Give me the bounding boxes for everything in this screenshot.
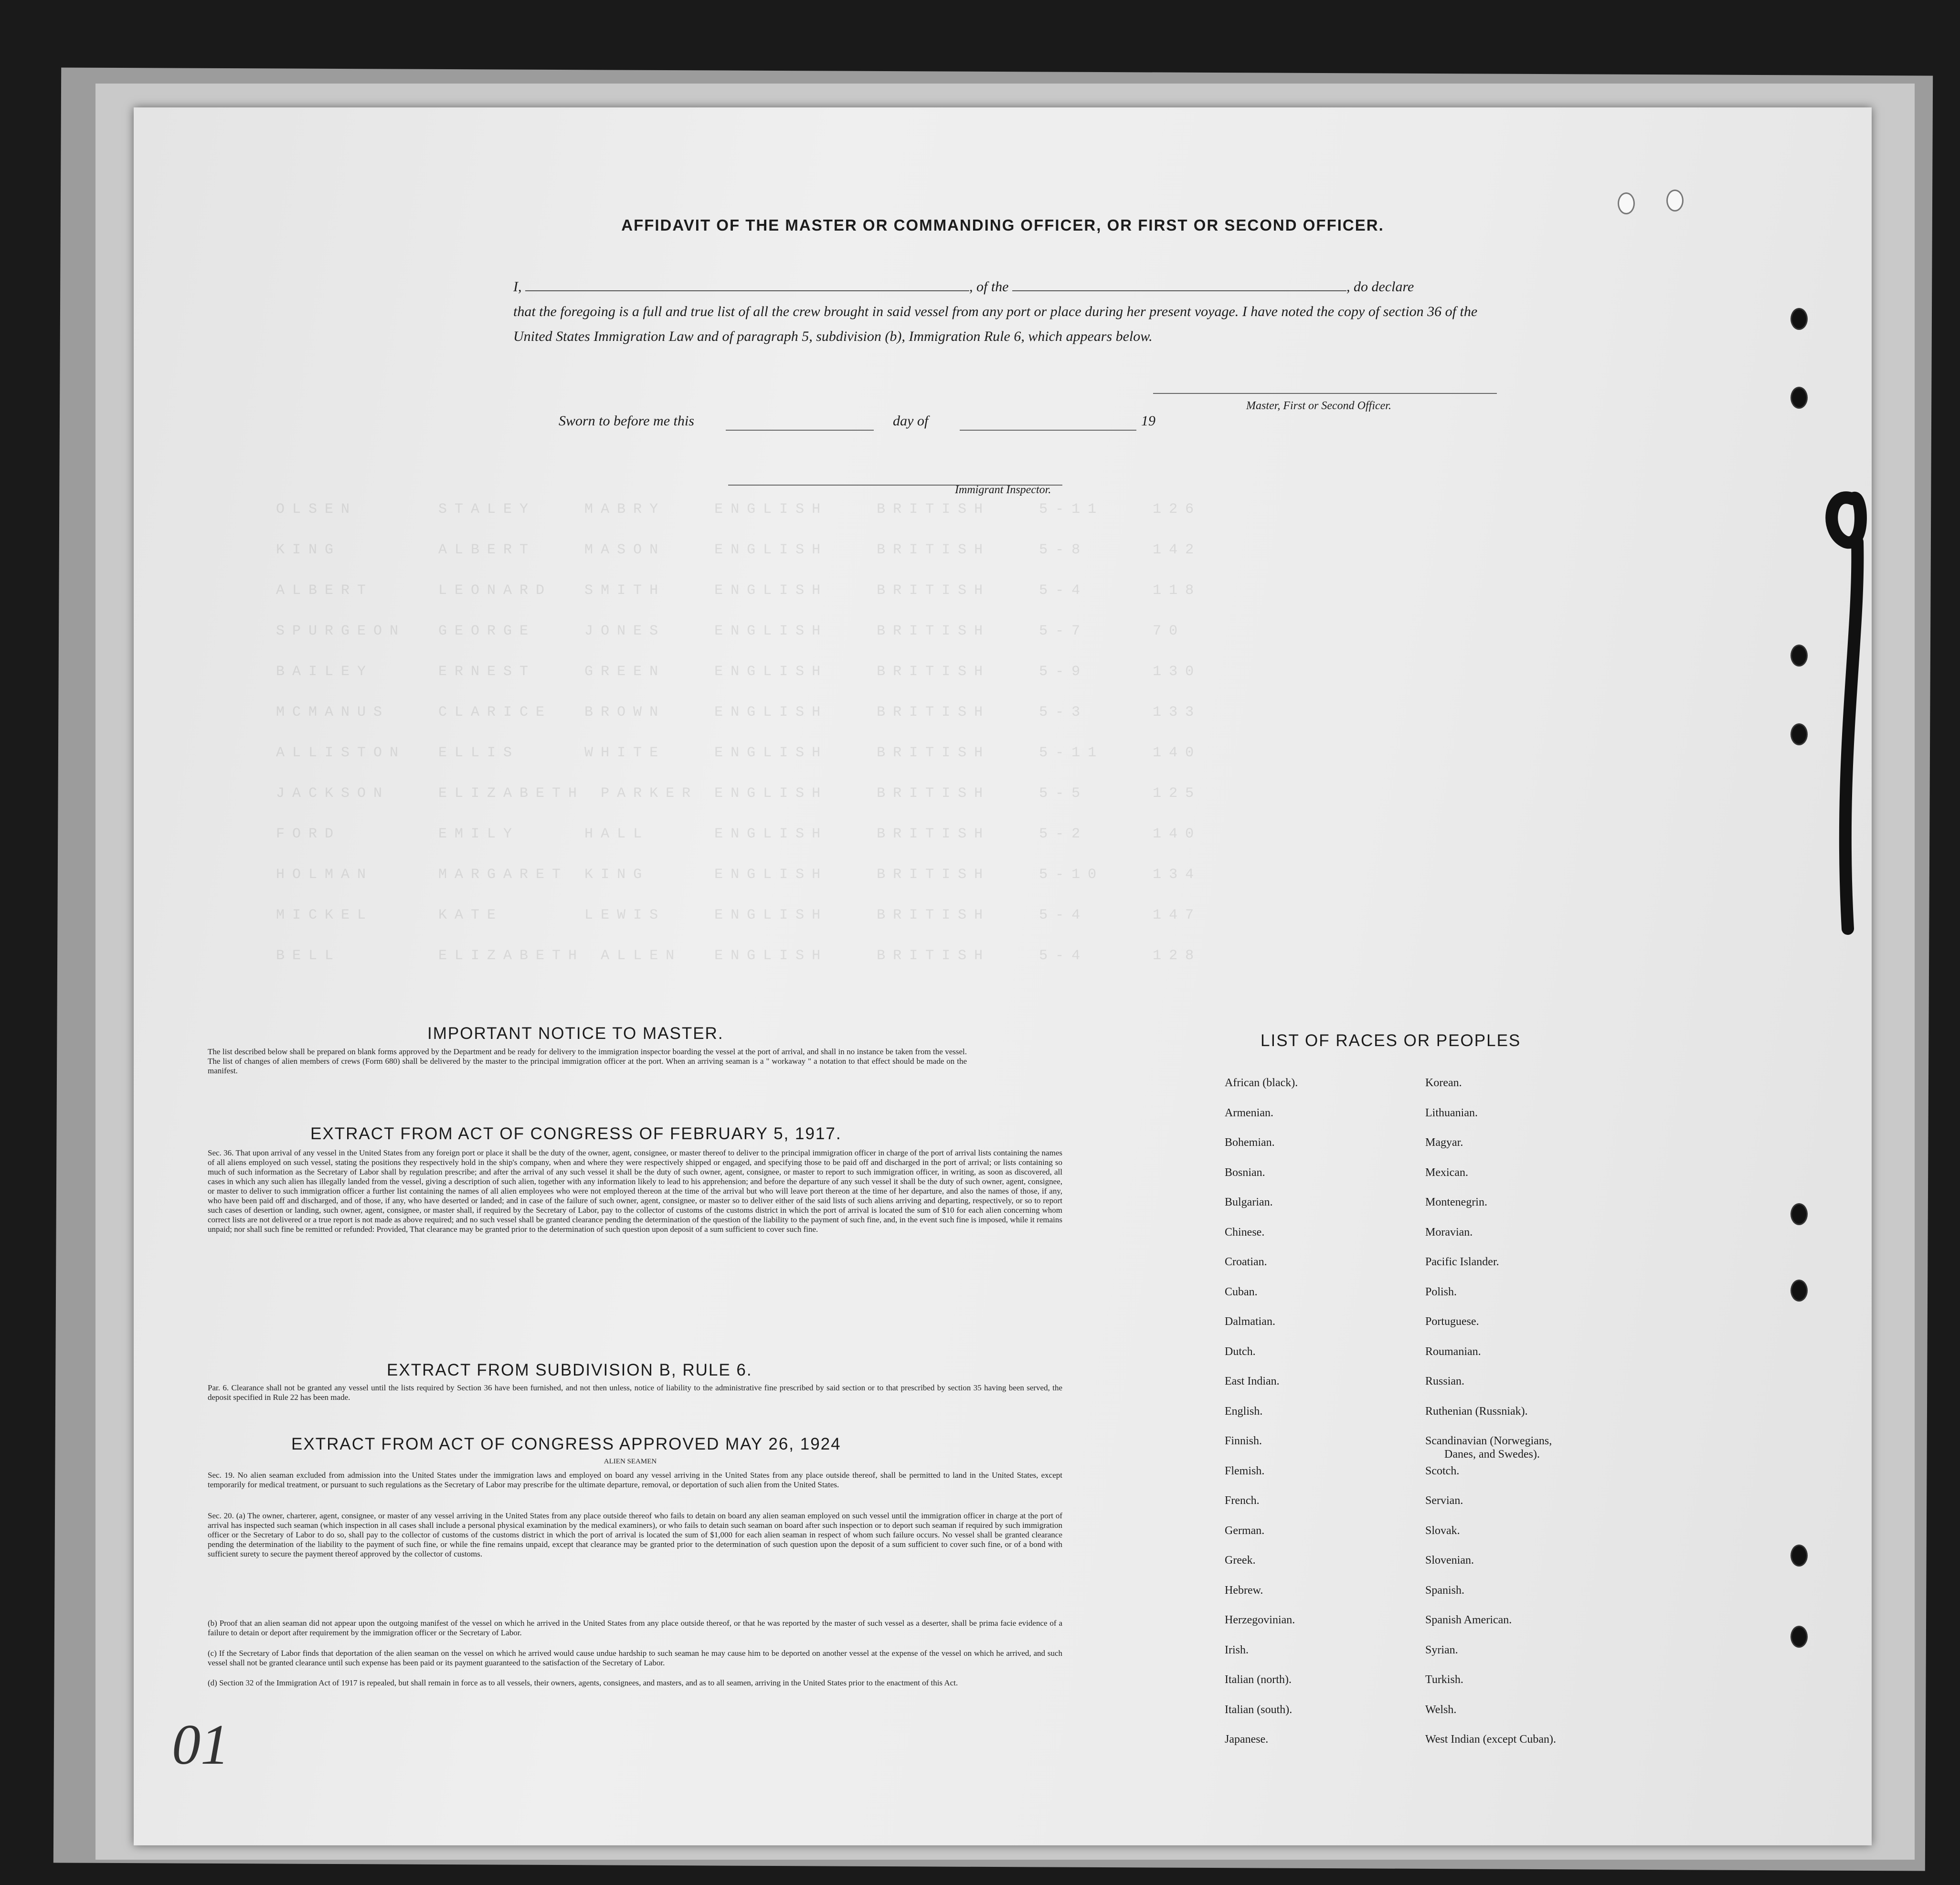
sworn-month-blank[interactable]: [960, 430, 1136, 431]
race-item: Spanish.: [1425, 1584, 1465, 1597]
race-item: Chinese.: [1225, 1226, 1265, 1239]
race-item: English.: [1225, 1405, 1263, 1418]
vessel-name-blank[interactable]: [1012, 279, 1346, 291]
affidavit-title: AFFIDAVIT OF THE MASTER OR COMMANDING OFFICER, OR FIRST OR SECOND OFFICER.: [621, 216, 1384, 234]
affidavit-declare-label: , do declare: [1346, 279, 1414, 295]
extract-rule6-title: EXTRACT FROM SUBDIVISION B, RULE 6.: [387, 1361, 752, 1379]
extract-1924-sec19: Sec. 19. No alien seaman excluded from admission into the United States under the immigration laws and employed on board any vessel arriving in the United States from any place outside thereof, shall be permitted to land in the United States, except temporarily for medical treatment, or pursuant to such regulations as the Secretary of Labor may prescribe for the ultimate departure, removal, or deportation of such alien from the United States.: [208, 1471, 1062, 1489]
race-item: Finnish.: [1225, 1435, 1262, 1447]
race-item: Servian.: [1425, 1494, 1463, 1507]
sworn-day-blank[interactable]: [726, 430, 874, 431]
race-item: Hebrew.: [1225, 1584, 1263, 1597]
race-item: Moravian.: [1425, 1226, 1473, 1239]
affidavit-body: [513, 275, 1492, 349]
master-signature-line[interactable]: [1153, 393, 1497, 394]
race-item: Dalmatian.: [1225, 1315, 1275, 1328]
race-item: Bosnian.: [1225, 1166, 1265, 1179]
punch-hole: [1790, 1626, 1808, 1648]
race-item: Japanese.: [1225, 1733, 1269, 1746]
punch-hole: [1790, 1203, 1808, 1225]
races-title: LIST OF RACES OR PEOPLES: [1261, 1031, 1521, 1050]
extract-1924-subtitle: ALIEN SEAMEN: [604, 1458, 657, 1465]
race-item: West Indian (except Cuban).: [1425, 1733, 1556, 1746]
race-item: Magyar.: [1425, 1136, 1463, 1149]
affidavit-declaration-line: [513, 275, 1492, 299]
race-item: Armenian.: [1225, 1106, 1273, 1119]
punch-hole: [1790, 308, 1808, 330]
race-item: Italian (south).: [1225, 1703, 1293, 1716]
race-item: Flemish.: [1225, 1464, 1265, 1477]
punch-hole: [1790, 645, 1808, 667]
affidavit-statement: that the foregoing is a full and true list of all the crew brought in said vessel from any port or place during her present voyage. I have noted the copy of section 36 of the United States Immigration Law and of paragraph 5, subdivision (b), Immigration Rule 6, which appears below.: [513, 304, 1478, 344]
race-item: German.: [1225, 1524, 1265, 1537]
extract-1924-sec20b: (b) Proof that an alien seaman did not appear upon the outgoing manifest of the vessel on which he arrived in the United States from any place outside thereof, or that he was reported by the master of such vessel as a deserter, shall be prima facie evidence of a failure to detain or deport after requirement by the immigration officer or the Secretary of Labor.: [208, 1619, 1062, 1637]
race-item: Welsh.: [1425, 1703, 1457, 1716]
race-item: Irish.: [1225, 1643, 1249, 1656]
race-item: Croatian.: [1225, 1256, 1267, 1268]
race-item: Bohemian.: [1225, 1136, 1275, 1149]
sworn-year: 19: [1141, 413, 1155, 429]
punch-hole: [1666, 190, 1684, 212]
race-item: Slovenian.: [1425, 1554, 1474, 1567]
race-item: Herzegovinian.: [1225, 1614, 1295, 1626]
race-item: Spanish American.: [1425, 1614, 1512, 1626]
race-item: Russian.: [1425, 1375, 1465, 1387]
race-item: Polish.: [1425, 1285, 1457, 1298]
race-item: Roumanian.: [1425, 1345, 1481, 1358]
day-of-label: day of: [893, 413, 929, 429]
notice-text: The list described below shall be prepared on blank forms approved by the Department and be ready for delivery to the immigration inspector boarding the vessel at the port of arrival, and shall in no instance be taken from the vessel. The list of changes of alien members of crews (Form 680) shall be delivered by the master to the principal immigration officer at the port. When an arriving seaman is a " workaway " a notation to that effect should be made on the manifest.: [208, 1047, 967, 1075]
punch-hole: [1790, 723, 1808, 745]
race-item: Pacific Islander.: [1425, 1256, 1499, 1268]
punch-hole: [1790, 1280, 1808, 1302]
race-item: Cuban.: [1225, 1285, 1258, 1298]
form-page: [134, 107, 1872, 1845]
race-item: Slovak.: [1425, 1524, 1460, 1537]
race-item: Turkish.: [1425, 1673, 1463, 1686]
race-item: Scotch.: [1425, 1464, 1460, 1477]
inspector-signature-label: Immigrant Inspector.: [955, 484, 1051, 496]
handwritten-nine-mark: [1819, 470, 1872, 938]
notice-title: IMPORTANT NOTICE TO MASTER.: [427, 1024, 724, 1043]
extract-1924-sec20c: (c) If the Secretary of Labor finds that deportation of the alien seaman on the vessel on which he arrived would cause undue hardship to such seaman he may cause him to be deported on another vessel at the expense of the vessel on which he arrived, and such vessel shall not be granted clearance until such expense has been paid or its payment guaranteed to the satisfaction of the Secretary of Labor.: [208, 1649, 1062, 1667]
race-item: Danes, and Swedes).: [1444, 1448, 1540, 1461]
handwritten-page-number: 01: [172, 1713, 229, 1776]
bleed-through-text: OLSEN STALEY MABRY ENGLISH BRITISH 5-11 126 KING ALBERT MASON ENGLISH BRITISH 5-8 142 ALBERT LEONARD SMITH ENGLISH BRITISH 5-4 118 SPURGEON GEORGE JONES ENGLISH BRITISH 5-7 70 BAILEY ERNEST GREEN ENGLISH BRITISH 5-9 130 MCMANUS CLARICE BROWN ENGLISH BRITISH 5-3 133 ALLISTON ELLIS WHITE ENGLISH BRITISH 5-11 140 JACKSON ELIZABETH PARKER ENGLISH BRITISH 5-5 125 FORD EMILY HALL ENGLISH BRITISH 5-2 140 HOLMAN MARGARET KING ENGLISH BRITISH 5-10 134 MICKEL KATE LEWIS ENGLISH BRITISH 5-4 147 BELL ELIZABETH ALLEN ENGLISH BRITISH 5-4 128: [276, 501, 1202, 964]
extract-rule6-text: Par. 6. Clearance shall not be granted any vessel until the lists required by Section 36 have been furnished, and not then unless, notice of liability to the administrative fine prescribed by said section or to that prescribed by section 35 having been served, the deposit specified in Rule 22 has been made.: [208, 1383, 1062, 1402]
race-item: Dutch.: [1225, 1345, 1256, 1358]
extract-1917-title: EXTRACT FROM ACT OF CONGRESS OF FEBRUARY 5, 1917.: [310, 1124, 842, 1143]
race-item: Scandinavian (Norwegians,: [1425, 1435, 1552, 1447]
officer-name-blank[interactable]: [525, 279, 969, 291]
race-item: Montenegrin.: [1425, 1196, 1487, 1208]
race-item: French.: [1225, 1494, 1260, 1507]
master-signature-label: Master, First or Second Officer.: [1246, 400, 1391, 412]
affidavit-of-the-label: , of the: [969, 279, 1009, 295]
race-item: Korean.: [1425, 1077, 1462, 1089]
punch-hole: [1790, 387, 1808, 409]
race-item: Bulgarian.: [1225, 1196, 1273, 1208]
race-item: Greek.: [1225, 1554, 1256, 1567]
punch-hole: [1618, 192, 1635, 214]
race-item: African (black).: [1225, 1077, 1298, 1089]
race-item: Mexican.: [1425, 1166, 1468, 1179]
race-item: Lithuanian.: [1425, 1106, 1478, 1119]
extract-1924-sec20a: Sec. 20. (a) The owner, charterer, agent, consignee, or master of any vessel arriving in the United States from any place outside thereof who fails to detain on board any alien seaman employed on such vessel until the immigration officer in charge at the port of arrival has inspected such seaman (which inspection in all cases shall include a personal physical examination by the medical examiners), or who fails to detain such seaman on board after such inspection or to deport such seaman if required by such immigration officer or the Secretary of Labor to do so, shall pay to the collector of customs of the customs district in which the port of arrival is located the sum of $1,000 for each alien seaman in respect of whom such failure occurs. No vessel shall be granted clearance pending the determination of the liability to the payment of such fine, or while the fine remains unpaid, except that clearance may be granted prior to the determination of such question upon the deposit of a sum sufficient to cover such fine, or of a bond with sufficient surety to secure the payment thereof approved by the collector of customs.: [208, 1511, 1062, 1558]
race-item: East Indian.: [1225, 1375, 1280, 1387]
race-item: Ruthenian (Russniak).: [1425, 1405, 1528, 1418]
sworn-label: Sworn to before me this: [559, 413, 694, 429]
race-item: Italian (north).: [1225, 1673, 1292, 1686]
punch-hole: [1790, 1545, 1808, 1567]
extract-1917-text: Sec. 36. That upon arrival of any vessel in the United States from any foreign port or place it shall be the duty of the owner, agent, consignee, or master thereof to deliver to the principal immigration officer in charge of the port of arrival lists containing the names of all aliens employed on such vessel, stating the positions they respectively hold in the ship's company, when and where they were respectively shipped or engaged, and specifying those to be paid off and discharged in the port of arrival; or lists containing so much of such information as the Secretary of Labor shall by regulation prescribe; and after the arrival of any such vessel it shall be the duty of such owner, agent, consignee, or master to report to such immigration officer, in writing, as soon as discovered, all cases in which any such alien has illegally landed from the vessel, giving a description of such alien, together with any information likely to lead to his apprehension; and before the departure of any such vessel it shall be the duty of such owner, agent, consignee, or master to deliver to such immigration officer a further list containing the names of all alien employees who were not employed thereon at the time of the arrival but who will leave port thereon at the time of her departure, and also the names of those, if any, who have been paid off and discharged, and of those, if any, who have deserted or landed; and in case of the failure of such owner, agent, consignee, or master so to deliver either of the said lists of such aliens arriving and departing, respectively, or so to report such cases of desertion or landing, such owner, agent, consignee, or master shall, if required by the Secretary of Labor, pay to the collector of customs of the customs district in which the port of arrival is located the sum of $10 for each alien concerning whom correct lists are not delivered or a true report is not made as above required; and no such vessel shall be granted clearance pending the determination of the question of the liability to the payment of such fine, and, in the event such fine is imposed, while it remains unpaid; nor shall such fine be remitted or refunded: Provided, That clearance may be granted prior to the determination of such question upon deposit of a sum sufficient to cover such fine.: [208, 1148, 1062, 1234]
race-item: Portuguese.: [1425, 1315, 1479, 1328]
race-item: Syrian.: [1425, 1643, 1458, 1656]
extract-1924-sec20d: (d) Section 32 of the Immigration Act of 1917 is repealed, but shall remain in force as to all vessels, their owners, agents, consignees, and masters, and as to all seamen, arriving in the United States prior to the enactment of this Act.: [208, 1678, 958, 1687]
extract-1924-title: EXTRACT FROM ACT OF CONGRESS APPROVED MAY 26, 1924: [291, 1435, 841, 1453]
affidavit-i-label: I,: [513, 279, 522, 295]
